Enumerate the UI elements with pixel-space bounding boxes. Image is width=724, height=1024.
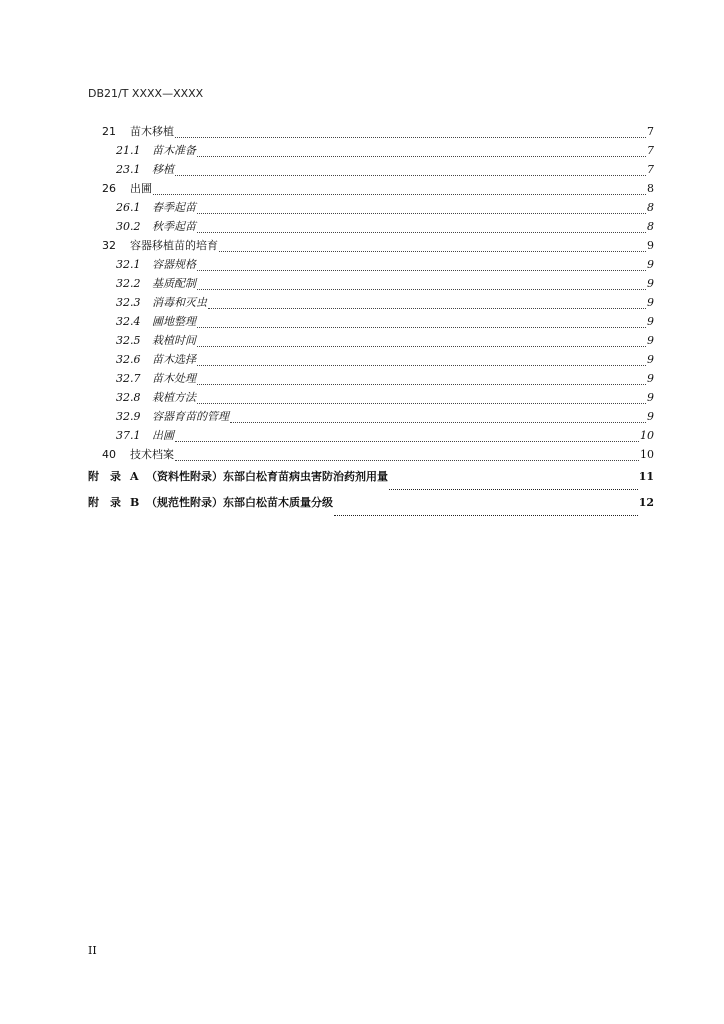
toc-entry[interactable] [88,313,654,332]
toc-entry-title: 消毒和灭虫 [152,296,207,309]
toc-entry[interactable] [88,161,654,180]
toc-entry-title: 圃地整理 [152,315,196,328]
toc-dot-leader [153,193,646,195]
toc-entry-page: 9 [647,353,654,366]
toc-entry-number: 26 [102,182,116,195]
toc-dot-leader [197,345,646,347]
toc-entry-page: 9 [647,277,654,290]
toc-entry[interactable] [88,389,654,408]
toc-entry-title: 秋季起苗 [152,220,196,233]
toc-entry-page: 9 [647,391,654,404]
toc-entry[interactable] [88,351,654,370]
appendix-title: （资料性附录）东部白松育苗病虫害防治药剂用量 [146,470,388,483]
toc-dot-leader [197,326,646,328]
toc-dot-leader [197,231,646,233]
appendix-page: 12 [638,496,654,509]
toc-entry-number: 21.1 [116,144,141,157]
toc-entry-number: 32.5 [116,334,141,347]
toc-entry[interactable] [88,180,654,199]
toc-entry-page: 9 [647,296,654,309]
toc-entry-number: 26.1 [116,201,141,214]
toc-entry-page: 9 [647,239,654,252]
toc-entry-title: 栽植时间 [152,334,196,347]
toc-entry-number: 23.1 [116,163,141,176]
toc-dot-leader [197,383,646,385]
toc-dot-leader [219,250,646,252]
toc-dot-leader [197,269,646,271]
toc-entry-title: 出圃 [152,429,174,442]
toc-dot-leader [197,212,646,214]
toc-entries [88,123,654,465]
toc-entry-number: 32.8 [116,391,141,404]
toc-entry[interactable] [88,256,654,275]
toc-entry-title: 基质配制 [152,277,196,290]
toc-entry-number: 30.2 [116,220,141,233]
toc-dot-leader [175,174,646,176]
toc-entry-page: 10 [640,429,654,442]
toc-entry-number: 21 [102,125,116,138]
table-of-contents [88,123,654,520]
toc-entry-page: 8 [647,220,654,233]
toc-dot-leader [175,136,646,138]
toc-entry[interactable] [88,199,654,218]
toc-entry-title: 栽植方法 [152,391,196,404]
toc-dot-leader [230,421,646,423]
appendix-letter: A [130,470,139,483]
toc-entry-number: 32.1 [116,258,141,271]
appendix-label-char-2: 录 [110,496,121,509]
toc-entry-title: 出圃 [130,182,152,195]
toc-entry-page: 10 [640,448,654,461]
toc-entry-title: 容器移植苗的培育 [130,239,218,252]
toc-entry[interactable] [88,370,654,389]
toc-entry-page: 9 [647,334,654,347]
toc-dot-leader [197,155,646,157]
toc-entry-number: 40 [102,448,116,461]
appendix-title: （规范性附录）东部白松苗木质量分级 [146,496,333,509]
toc-dot-leader [197,364,646,366]
toc-entry-page: 7 [647,125,654,138]
toc-entry-page: 9 [647,258,654,271]
toc-entry[interactable] [88,142,654,161]
toc-entry[interactable] [88,332,654,351]
toc-dot-leader [389,488,638,490]
toc-entry-number: 37.1 [116,429,141,442]
toc-dot-leader [175,440,639,442]
appendix-letter: B [130,496,140,509]
toc-entry-title: 容器规格 [152,258,196,271]
toc-dot-leader [197,402,646,404]
toc-dot-leader [175,459,639,461]
toc-entry[interactable] [88,408,654,427]
toc-entry-title: 技术档案 [130,448,174,461]
toc-entry-number: 32.6 [116,353,141,366]
toc-entry-page: 9 [647,410,654,423]
toc-entry-number: 32.4 [116,315,141,328]
document-header-id: DB21/T XXXX—XXXX [88,87,204,100]
toc-entry[interactable] [88,123,654,142]
toc-entry-page: 9 [647,372,654,385]
toc-entry[interactable] [88,275,654,294]
toc-appendix-entry[interactable] [88,468,654,494]
appendix-page: 11 [638,470,654,483]
toc-entry-title: 苗木处理 [152,372,196,385]
toc-appendix-entry[interactable] [88,494,654,520]
appendix-label-char-1: 附 [88,496,99,509]
toc-entry-page: 9 [647,315,654,328]
toc-entry-number: 32 [102,239,116,252]
toc-entry[interactable] [88,294,654,313]
toc-entry-title: 容器育苗的管理 [152,410,229,423]
toc-entry-page: 8 [647,182,654,195]
page-number-footer: II [88,944,97,957]
toc-entry[interactable] [88,237,654,256]
toc-entry-title: 苗木选择 [152,353,196,366]
toc-entry-page: 8 [647,201,654,214]
toc-entry-title: 移植 [152,163,174,176]
toc-entry-page: 7 [647,163,654,176]
toc-entry-number: 32.2 [116,277,141,290]
toc-entry-title: 苗木准备 [152,144,196,157]
toc-entry-number: 32.7 [116,372,141,385]
toc-entry[interactable] [88,446,654,465]
toc-appendices [88,468,654,520]
toc-entry-title: 春季起苗 [152,201,196,214]
toc-entry-title: 苗木移植 [130,125,174,138]
toc-dot-leader [208,307,646,309]
toc-dot-leader [334,514,638,516]
toc-entry-page: 7 [647,144,654,157]
toc-entry[interactable] [88,218,654,237]
toc-dot-leader [197,288,646,290]
toc-entry-number: 32.9 [116,410,141,423]
toc-entry-number: 32.3 [116,296,141,309]
appendix-label-char-1: 附 [88,470,99,483]
appendix-label-char-2: 录 [110,470,121,483]
toc-entry[interactable] [88,427,654,446]
